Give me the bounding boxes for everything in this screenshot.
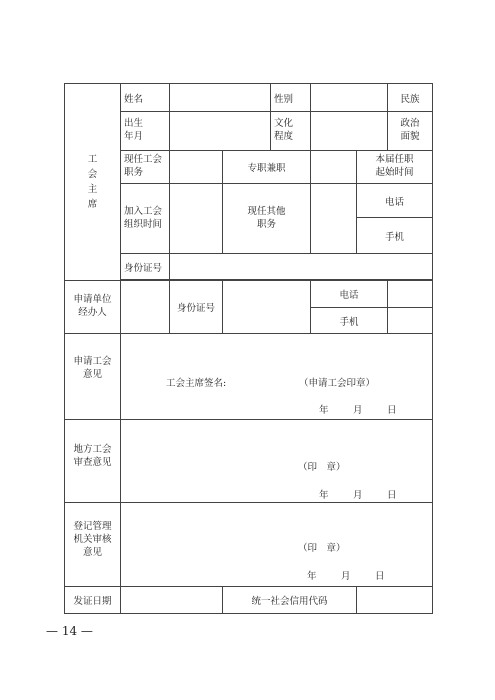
union-sign-label: 工会主席签名: <box>166 378 227 389</box>
ethnicity-label: 民族 <box>388 84 433 112</box>
education-field[interactable] <box>311 112 388 151</box>
local-day: 日 <box>387 490 397 501</box>
handler-id-field[interactable] <box>223 281 311 334</box>
other-post-label: 现任其他 职务 <box>223 184 311 254</box>
birth-field[interactable] <box>170 112 271 151</box>
handler-mobile-label: 手机 <box>311 308 388 334</box>
gender-field[interactable] <box>311 84 388 112</box>
registry-review-label: 登记管理 机关审核 意见 <box>65 503 121 587</box>
local-year: 年 <box>319 490 329 501</box>
union-seal-label: （申请工会印章） <box>299 378 376 389</box>
fulltime-field[interactable] <box>311 151 357 184</box>
union-month: 月 <box>353 405 363 416</box>
page-number: — 14 — <box>46 624 93 638</box>
credit-code-label: 统一社会信用代码 <box>223 587 357 614</box>
join-time-label: 加入工会 组织时间 <box>121 184 170 254</box>
chairman-phone-label: 电话 <box>357 184 433 218</box>
chairman-id-field[interactable] <box>170 254 433 280</box>
handler-phone-label: 电话 <box>311 281 388 308</box>
name-field[interactable] <box>170 84 271 112</box>
registry-seal-label: （印 章） <box>298 543 346 554</box>
registry-review-field[interactable] <box>121 503 433 587</box>
term-start-label: 本届任职 起始时间 <box>357 151 433 184</box>
handler-label: 申请单位 经办人 <box>65 281 121 334</box>
union-post-label: 现任工会 职务 <box>121 151 170 184</box>
union-year: 年 <box>319 405 329 416</box>
handler-phone-field[interactable] <box>388 281 433 308</box>
local-review-field[interactable] <box>121 420 433 503</box>
fulltime-label: 专职兼职 <box>223 151 311 184</box>
political-label: 政治 面貌 <box>388 112 433 151</box>
gender-label: 性别 <box>271 84 311 112</box>
chairman-mobile-label: 手机 <box>357 218 433 254</box>
credit-code-field[interactable] <box>357 587 433 614</box>
education-label: 文化 程度 <box>271 112 311 151</box>
union-day: 日 <box>387 405 397 416</box>
registration-form <box>64 83 433 614</box>
union-opinion-field[interactable] <box>121 334 433 420</box>
handler-name-field[interactable] <box>121 281 170 334</box>
registry-day: 日 <box>375 571 385 582</box>
local-review-label: 地方工会 审查意见 <box>65 420 121 503</box>
local-seal-label: （印 章） <box>298 462 346 473</box>
local-month: 月 <box>353 490 363 501</box>
other-post-field[interactable] <box>311 184 357 254</box>
handler-mobile-field[interactable] <box>388 308 433 334</box>
chairman-section-label: 工 会 主 席 <box>65 84 121 281</box>
registry-year: 年 <box>307 571 317 582</box>
handler-id-label: 身份证号 <box>170 281 223 334</box>
union-opinion-label: 申请工会 意见 <box>65 334 121 420</box>
issue-date-label: 发证日期 <box>65 587 121 614</box>
name-label: 姓名 <box>121 84 170 112</box>
birth-label: 出生 年月 <box>121 112 170 151</box>
registry-month: 月 <box>341 571 351 582</box>
union-post-field[interactable] <box>170 151 223 184</box>
join-time-field[interactable] <box>170 184 223 254</box>
chairman-id-label: 身份证号 <box>121 254 170 280</box>
issue-date-field[interactable] <box>121 587 223 614</box>
